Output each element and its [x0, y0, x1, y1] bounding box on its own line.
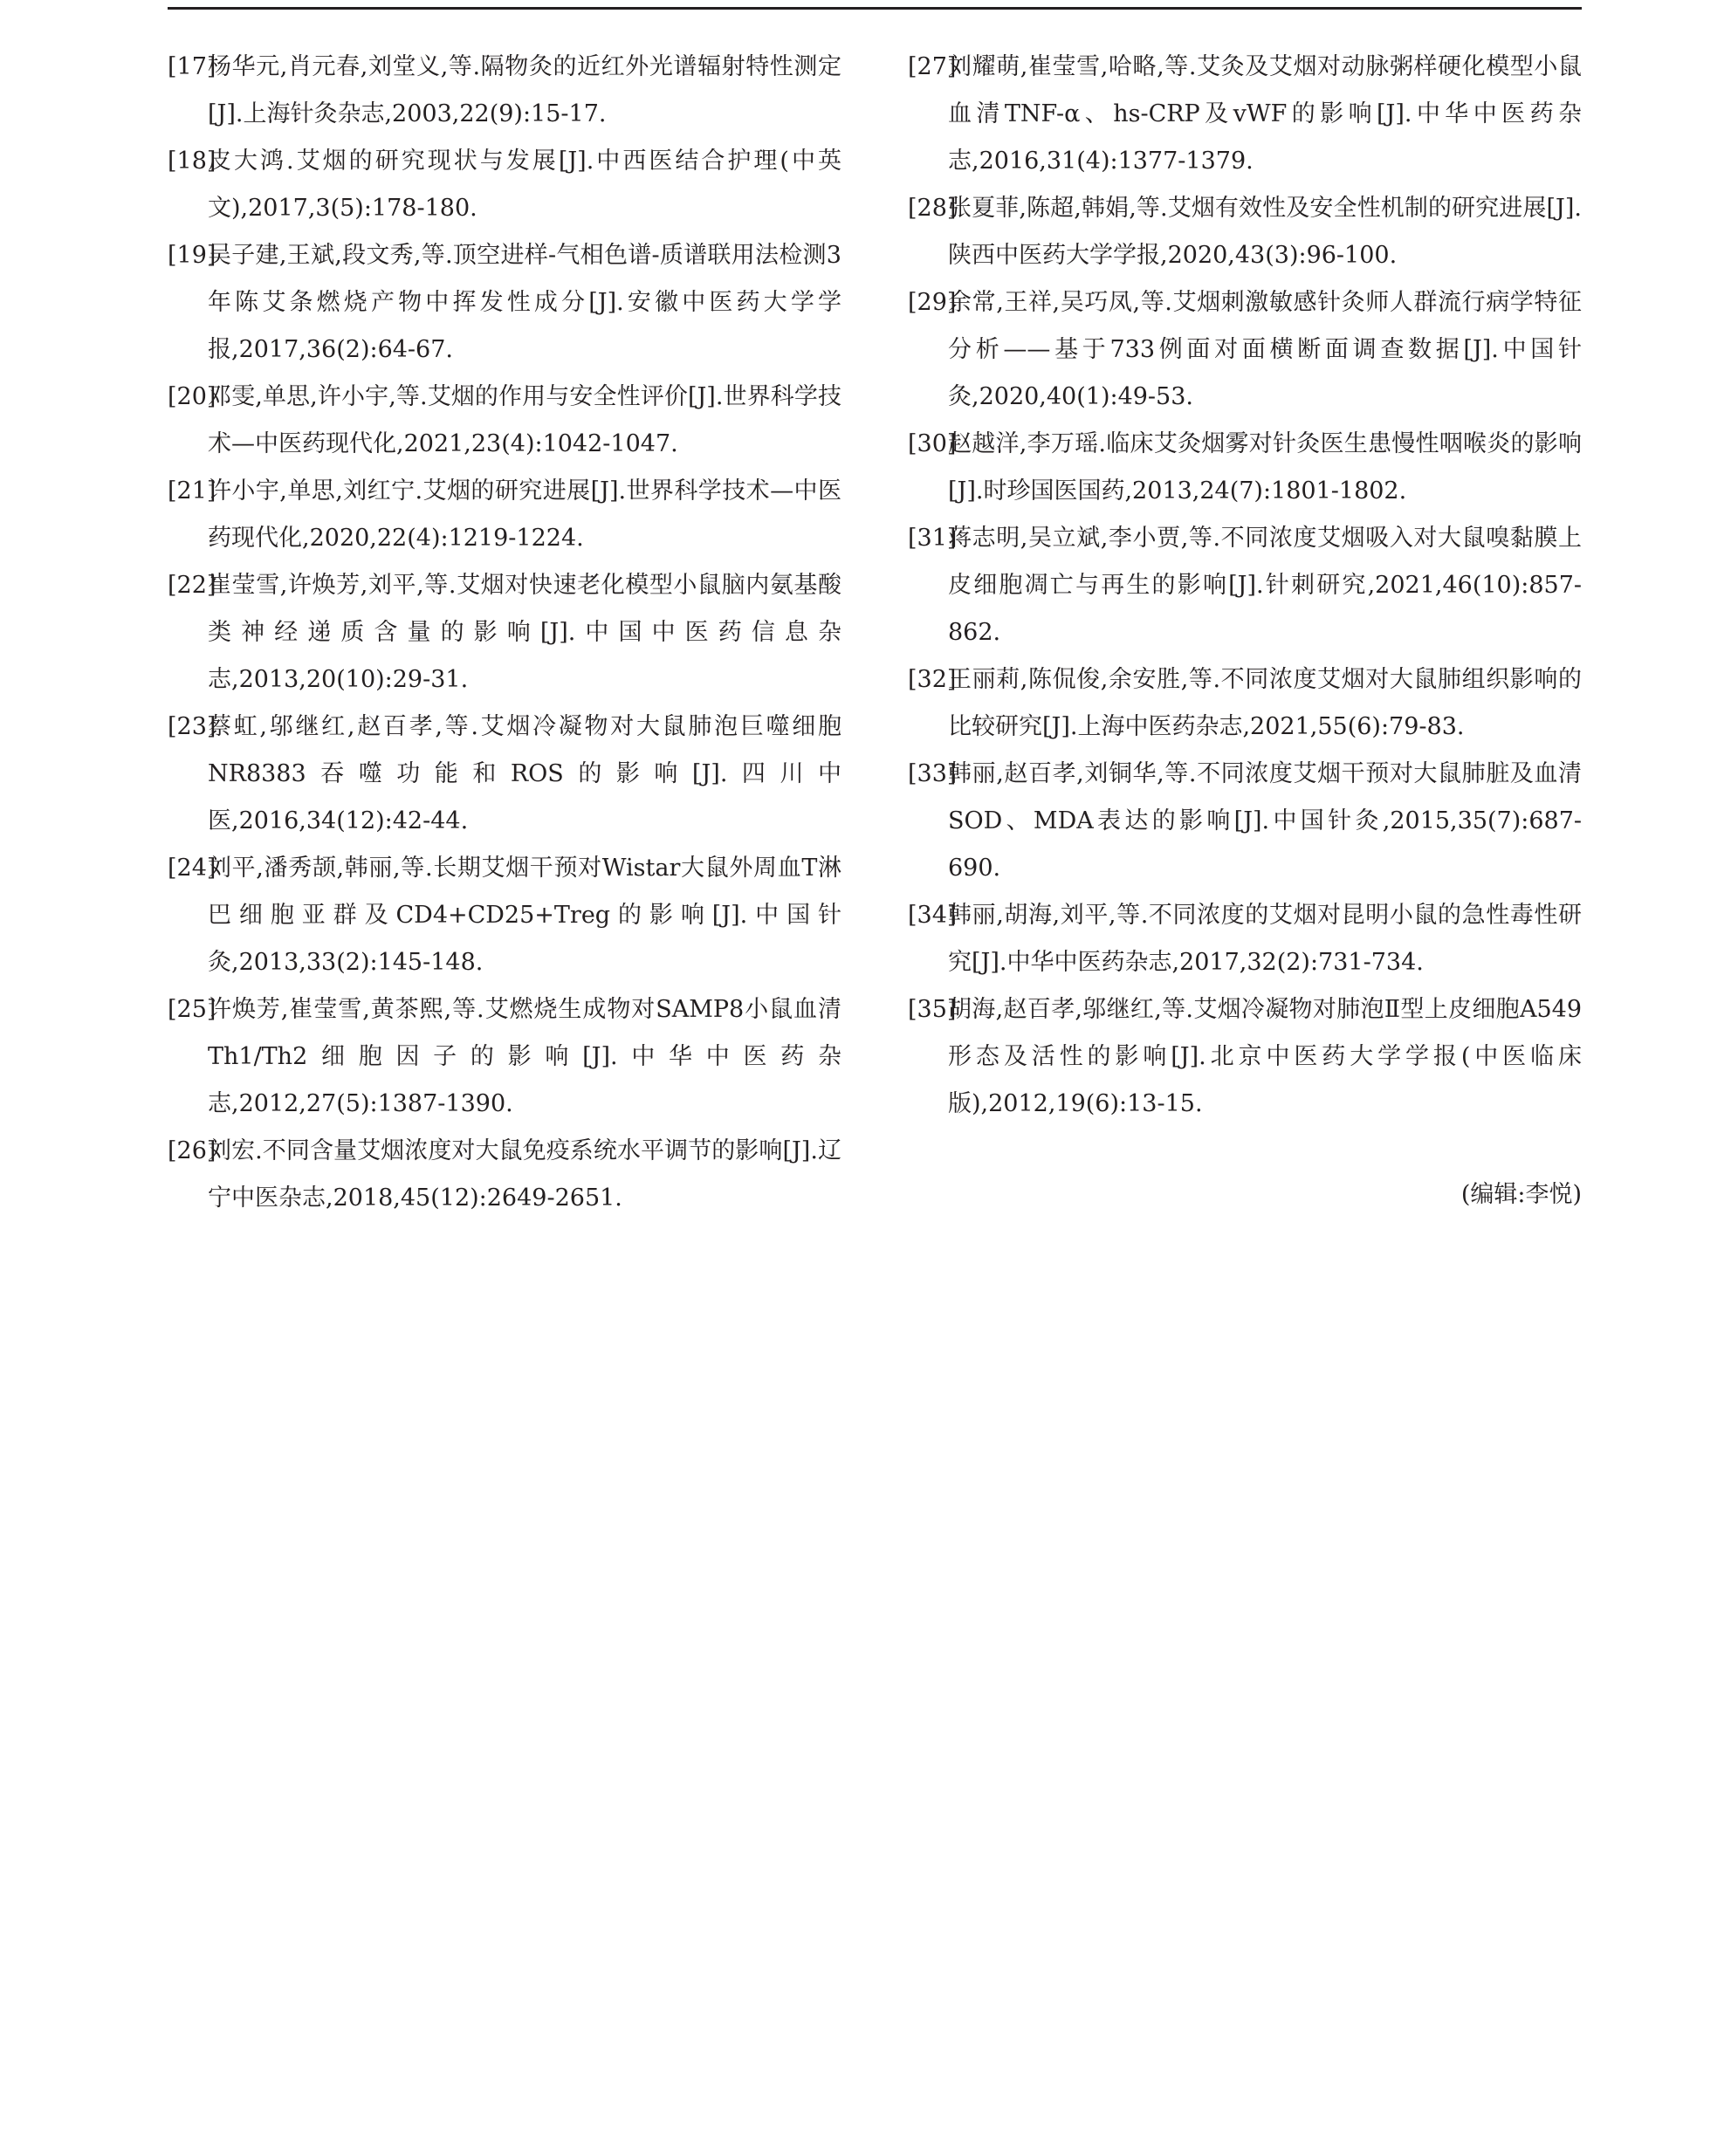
reference-number: [26] — [168, 1137, 216, 1164]
reference-item — [908, 421, 1582, 515]
reference-number: [23] — [168, 713, 216, 740]
header-rule — [168, 7, 1582, 10]
reference-text: 刘耀萌,崔莹雪,哈略,等.艾灸及艾烟对动脉粥样硬化模型小鼠血清TNF-α、hs-CRP及vWF的影响[J].中华中医药杂志,2016,31(4):1377-1379. — [948, 53, 1582, 175]
reference-number: [30] — [908, 430, 957, 457]
reference-number: [25] — [168, 996, 216, 1023]
reference-text: 胡海,赵百孝,邬继红,等.艾烟冷凝物对肺泡Ⅱ型上皮细胞A549形态及活性的影响[J].北京中医药大学学报(中医临床版),2012,19(6):13-15. — [948, 996, 1582, 1117]
reference-item — [168, 138, 841, 232]
reference-text: 王丽莉,陈侃俊,余安胜,等.不同浓度艾烟对大鼠肺组织影响的比较研究[J].上海中医药杂志,2021,55(6):79-83. — [948, 666, 1582, 740]
reference-number: [28] — [908, 195, 957, 222]
reference-number: [21] — [168, 477, 216, 505]
reference-item — [168, 704, 841, 845]
reference-text: 韩丽,胡海,刘平,等.不同浓度的艾烟对昆明小鼠的急性毒性研究[J].中华中医药杂志,2017,32(2):731-734. — [948, 902, 1582, 976]
reference-text: 刘平,潘秀颉,韩丽,等.长期艾烟干预对Wistar大鼠外周血T淋巴细胞亚群及CD4+CD25+Treg的影响[J].中国针灸,2013,33(2):145-148. — [208, 855, 841, 976]
reference-item — [908, 656, 1582, 751]
reference-item — [168, 232, 841, 374]
reference-text: 崔莹雪,许焕芳,刘平,等.艾烟对快速老化模型小鼠脑内氨基酸类神经递质含量的影响[J].中国中医药信息杂志,2013,20(10):29-31. — [208, 572, 841, 693]
reference-text: 许焕芳,崔莹雪,黄茶熙,等.艾燃烧生成物对SAMP8小鼠血清Th1/Th2细胞因子的影响[J].中华中医药杂志,2012,27(5):1387-1390. — [208, 996, 841, 1117]
reference-text: 余常,王祥,吴巧凤,等.艾烟刺激敏感针灸师人群流行病学特征分析——基于733例面对面横断面调查数据[J].中国针灸,2020,40(1):49-53. — [948, 289, 1582, 410]
reference-item — [908, 751, 1582, 892]
reference-text: 蒋志明,吴立斌,李小贾,等.不同浓度艾烟吸入对大鼠嗅黏膜上皮细胞凋亡与再生的影响[J].针刺研究,2021,46(10):857-862. — [948, 525, 1582, 646]
reference-number: [31] — [908, 525, 957, 552]
reference-number: [32] — [908, 666, 957, 693]
reference-item — [168, 44, 841, 138]
reference-item — [168, 845, 841, 986]
reference-number: [34] — [908, 902, 957, 929]
reference-number: [33] — [908, 760, 957, 787]
reference-number: [19] — [168, 242, 216, 269]
reference-text: 赵越洋,李万瑶.临床艾灸烟雾对针灸医生患慢性咽喉炎的影响[J].时珍国医国药,2013,24(7):1801-1802. — [948, 430, 1582, 505]
reference-text: 杨华元,肖元春,刘堂义,等.隔物灸的近红外光谱辐射特性测定[J].上海针灸杂志,2003,22(9):15-17. — [208, 53, 841, 127]
reference-item — [908, 279, 1582, 421]
reference-text: 张夏菲,陈超,韩娟,等.艾烟有效性及安全性机制的研究进展[J].陕西中医药大学学报,2020,43(3):96-100. — [948, 195, 1582, 269]
reference-item — [908, 44, 1582, 185]
reference-text: 刘宏.不同含量艾烟浓度对大鼠免疫系统水平调节的影响[J].辽宁中医杂志,2018,45(12):2649-2651. — [208, 1137, 841, 1212]
reference-item — [168, 562, 841, 704]
reference-text: 韩丽,赵百孝,刘铜华,等.不同浓度艾烟干预对大鼠肺脏及血清SOD、MDA表达的影响[J].中国针灸,2015,35(7):687-690. — [948, 760, 1582, 882]
reference-text: 蔡虹,邬继红,赵百孝,等.艾烟冷凝物对大鼠肺泡巨噬细胞NR8383吞噬功能和ROS的影响[J].四川中医,2016,34(12):42-44. — [208, 713, 841, 834]
editor-note: (编辑:李悦) — [1460, 1181, 1582, 1208]
reference-text: 许小宇,单思,刘红宁.艾烟的研究进展[J].世界科学技术—中医药现代化,2020,22(4):1219-1224. — [208, 477, 841, 552]
reference-text: 邓雯,单思,许小宇,等.艾烟的作用与安全性评价[J].世界科学技术—中医药现代化,2021,23(4):1042-1047. — [208, 383, 841, 457]
reference-text: 皮大鸿.艾烟的研究现状与发展[J].中西医结合护理(中英文),2017,3(5):178-180. — [208, 148, 841, 222]
reference-column-left — [168, 44, 841, 1222]
reference-number: [35] — [908, 996, 957, 1023]
reference-item — [168, 374, 841, 468]
reference-item — [168, 1128, 841, 1222]
reference-item — [908, 515, 1582, 656]
reference-number: [22] — [168, 572, 216, 599]
reference-number: [18] — [168, 148, 216, 175]
reference-number: [17] — [168, 53, 216, 80]
reference-text: 吴子建,王斌,段文秀,等.顶空进样-气相色谱-质谱联用法检测3年陈艾条燃烧产物中挥发性成分[J].安徽中医药大学学报,2017,36(2):64-67. — [208, 242, 841, 363]
reference-number: [29] — [908, 289, 957, 316]
reference-item — [908, 185, 1582, 279]
reference-item — [168, 986, 841, 1128]
reference-number: [24] — [168, 855, 216, 882]
reference-column-right — [908, 44, 1582, 1128]
reference-item — [908, 892, 1582, 986]
reference-item — [168, 468, 841, 562]
reference-number: [27] — [908, 53, 957, 80]
reference-item — [908, 986, 1582, 1128]
reference-number: [20] — [168, 383, 216, 410]
